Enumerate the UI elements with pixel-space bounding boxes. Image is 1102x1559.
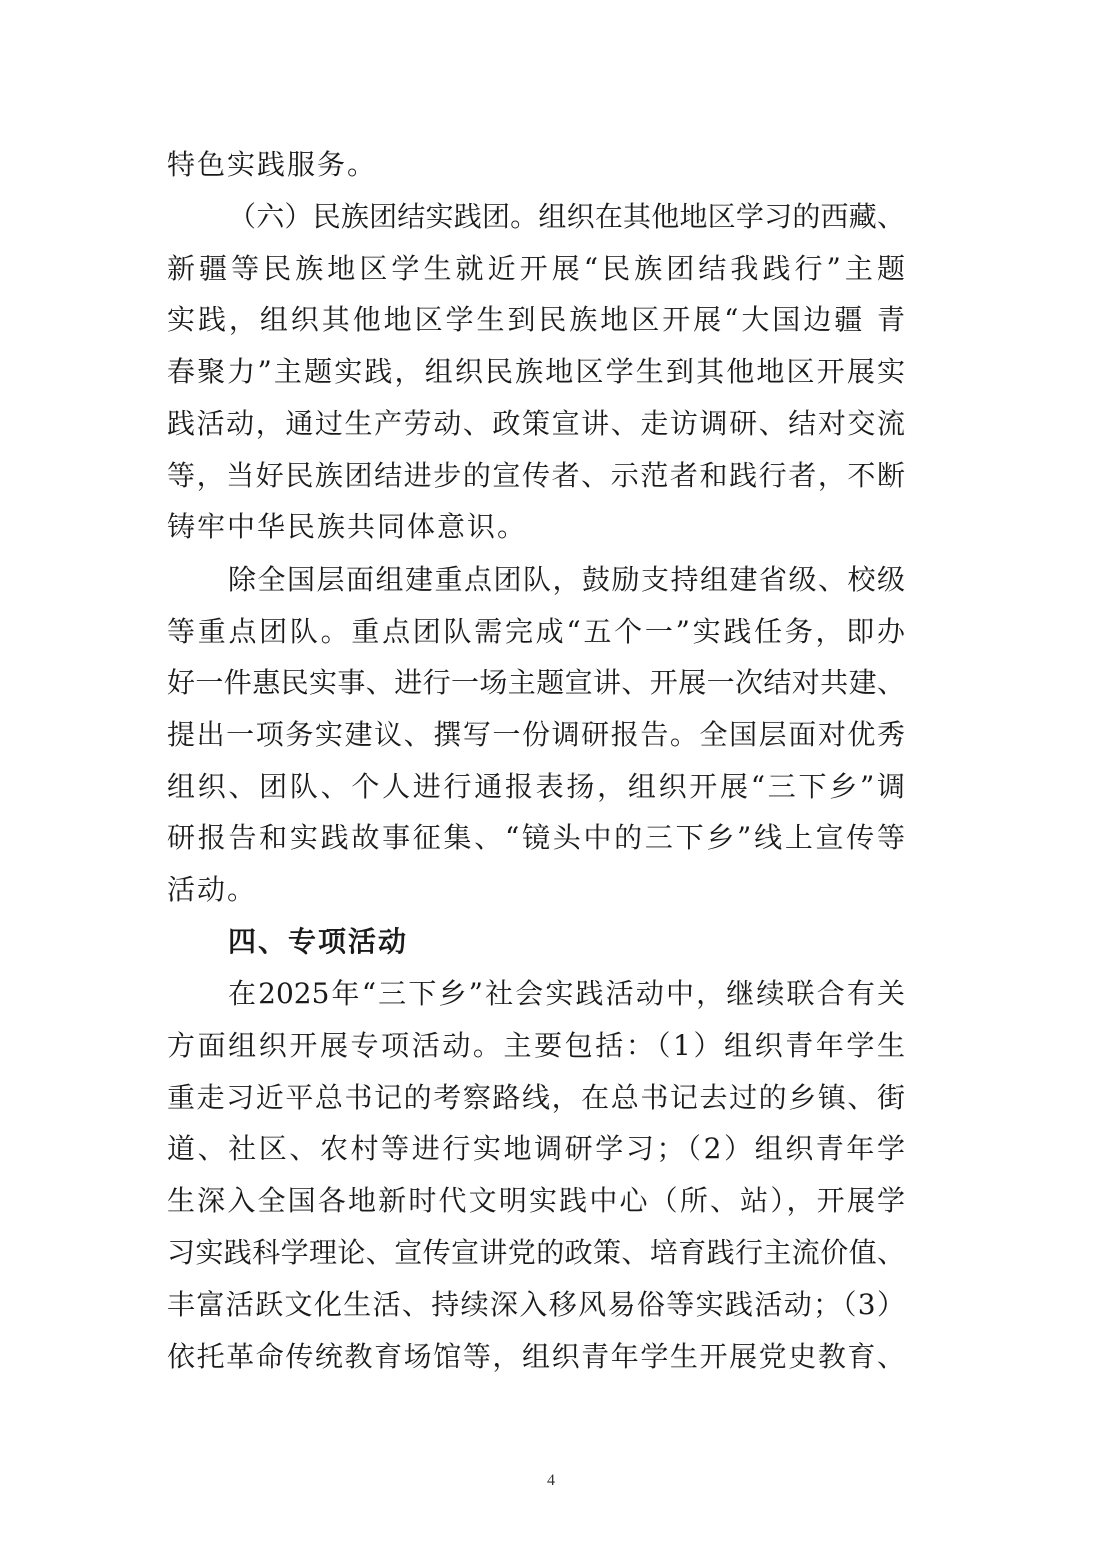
text-line: 丰富活跃文化生活、持续深入移风易俗等实践活动；（3）	[167, 1288, 905, 1321]
text-line: 好一件惠民实事、进行一场主题宣讲、开展一次结对共建、	[167, 666, 905, 699]
text-line: 实践，组织其他地区学生到民族地区开展“大国边疆 青	[167, 303, 905, 336]
text-line: 春聚力”主题实践，组织民族地区学生到其他地区开展实	[167, 355, 905, 388]
text-line: 践活动，通过生产劳动、政策宣讲、走访调研、结对交流	[167, 407, 905, 440]
text-line: 提出一项务实建议、撰写一份调研报告。全国层面对优秀	[167, 718, 905, 751]
text-line: 生深入全国各地新时代文明实践中心（所、站），开展学	[167, 1184, 905, 1217]
text-line: （六）民族团结实践团。组织在其他地区学习的西藏、	[228, 200, 905, 233]
text-line: 等，当好民族团结进步的宣传者、示范者和践行者，不断	[167, 459, 905, 492]
text-line: 等重点团队。重点团队需完成“五个一”实践任务，即办	[167, 615, 905, 648]
text-line: 新疆等民族地区学生就近开展“民族团结我践行”主题	[167, 252, 905, 285]
text-line: 除全国层面组建重点团队，鼓励支持组建省级、校级	[228, 563, 905, 596]
text-line: 研报告和实践故事征集、“镜头中的三下乡”线上宣传等	[167, 821, 905, 854]
text-line: 依托革命传统教育场馆等，组织青年学生开展党史教育、	[167, 1340, 905, 1373]
text-line: 铸牢中华民族共同体意识。	[167, 510, 528, 543]
text-line: 活动。	[167, 873, 258, 906]
text-line: 特色实践服务。	[167, 148, 378, 181]
text-line: 组织、团队、个人进行通报表扬，组织开展“三下乡”调	[167, 770, 905, 803]
text-line: 习实践科学理论、宣传宣讲党的政策、培育践行主流价值、	[167, 1236, 905, 1269]
text-line: 在2025年“三下乡”社会实践活动中，继续联合有关	[228, 977, 905, 1010]
text-line: 道、社区、农村等进行实地调研学习；（2）组织青年学	[167, 1132, 905, 1165]
text-line: 方面组织开展专项活动。主要包括：（1）组织青年学生	[167, 1029, 905, 1062]
page-number: 4	[547, 1472, 555, 1489]
text-line: 重走习近平总书记的考察路线，在总书记去过的乡镇、街	[167, 1081, 905, 1114]
section-heading: 四、专项活动	[228, 925, 409, 958]
